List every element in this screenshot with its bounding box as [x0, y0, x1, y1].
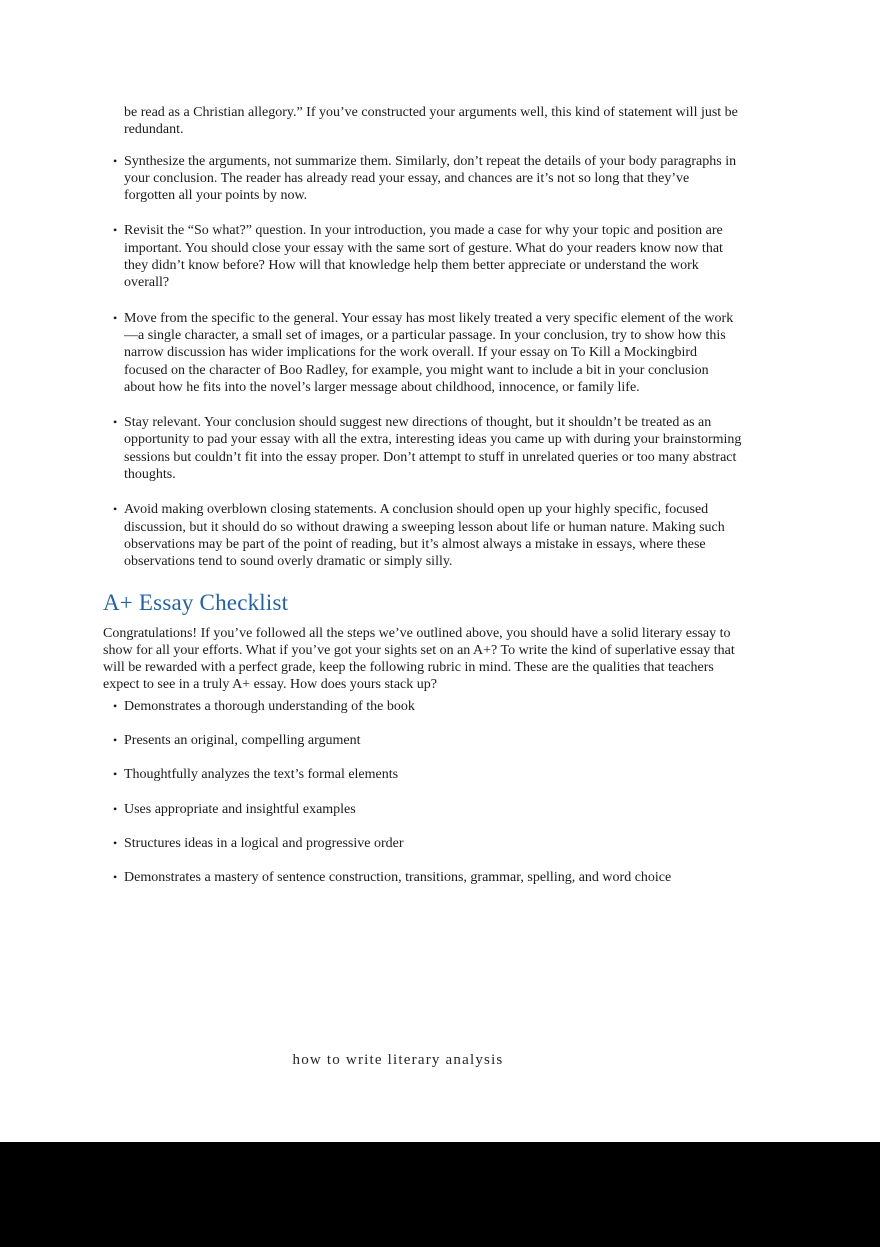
bullet-icon: •	[113, 767, 118, 782]
bullet-icon: •	[113, 870, 118, 885]
list-item	[103, 310, 743, 396]
checklist	[103, 698, 743, 887]
list-item	[103, 801, 743, 818]
list-item-text: Move from the specific to the general. Your essay has most likely treated a very specific element of the work—a single character, a small set of images, or a particular passage. In your conclusion, try to show how this narrow discussion has wider implications for the work overall. If your essay on To Kill a Mockingbird focused on the character of Boo Radley, for example, you might want to include a bit in your conclusion about how he fits into the novel’s larger message about childhood, innocence, or family life.	[124, 310, 734, 395]
list-item	[103, 222, 743, 291]
continuation-paragraph: be read as a Christian allegory.” If you’ve constructed your arguments well, this kind of statement will just be redundant.	[124, 105, 738, 138]
bottom-letterbox-bar	[0, 1142, 880, 1247]
list-item-text: Structures ideas in a logical and progressive order	[124, 835, 404, 851]
list-item	[103, 732, 743, 749]
list-item	[103, 501, 743, 570]
list-item-text: Uses appropriate and insightful examples	[124, 801, 356, 817]
intro-paragraph: Congratulations! If you’ve followed all the steps we’ve outlined above, you should have a solid literary essay to show for all your efforts. What if you’ve got your sights set on an A+? To write the kind of superlative essay that will be rewarded with a perfect grade, keep the following rubric in mind. These are the qualities that teachers expect to see in a truly A+ essay. How does yours stack up?	[103, 625, 735, 693]
list-item-text: Synthesize the arguments, not summarize them. Similarly, don’t repeat the details of your body paragraphs in your conclusion. The reader has already read your essay, and chances are it’s not so long that they’ve forgotten all your points by now.	[124, 153, 737, 204]
bullet-icon: •	[113, 698, 118, 713]
list-item-text: Demonstrates a mastery of sentence construction, transitions, grammar, spelling, and word choice	[124, 870, 672, 886]
bullet-icon: •	[113, 415, 118, 430]
list-item-text: Presents an original, compelling argument	[124, 733, 361, 749]
conclusion-tips-list	[103, 153, 743, 571]
bullet-icon: •	[113, 153, 118, 168]
list-item-text: Stay relevant. Your conclusion should suggest new directions of thought, but it shouldn’t be treated as an opportunity to pad your essay with all the extra, interesting ideas you came up with during your brainstorming sessions but couldn’t fit into the essay proper. Don’t attempt to stuff in unrelated queries or too many abstract thoughts.	[124, 415, 742, 483]
bullet-icon: •	[113, 733, 118, 748]
bullet-icon: •	[113, 835, 118, 850]
footer-running-title: how to write literary analysis	[292, 1052, 504, 1068]
list-item	[103, 698, 743, 715]
document-page-content	[103, 104, 743, 904]
list-item	[103, 835, 743, 852]
list-item	[103, 869, 743, 886]
list-item	[103, 766, 743, 783]
list-item-text: Thoughtfully analyzes the text’s formal elements	[124, 767, 399, 783]
list-item-text: Revisit the “So what?” question. In your introduction, you made a case for why your topic and position are important. You should close your essay with the same sort of gesture. What do your readers know now that they didn’t know before? How will that knowledge help them better appreciate or understand the work overall?	[124, 223, 723, 291]
list-item	[103, 153, 743, 205]
list-item-text: Avoid making overblown closing statements. A conclusion should open up your highly specific, focused discussion, but it should do so without drawing a sweeping lesson about life or human nature. Making such observations may be part of the point of reading, but it’s almost always a mistake in essays, where these observations tend to sound overly dramatic or simply silly.	[124, 502, 725, 570]
list-item	[103, 414, 743, 483]
list-item-text: Demonstrates a thorough understanding of the book	[124, 698, 415, 714]
bullet-icon: •	[113, 502, 118, 517]
bullet-icon: •	[113, 801, 118, 816]
section-heading: A+ Essay Checklist	[103, 589, 289, 615]
bullet-icon: •	[113, 310, 118, 325]
bullet-icon: •	[113, 223, 118, 238]
